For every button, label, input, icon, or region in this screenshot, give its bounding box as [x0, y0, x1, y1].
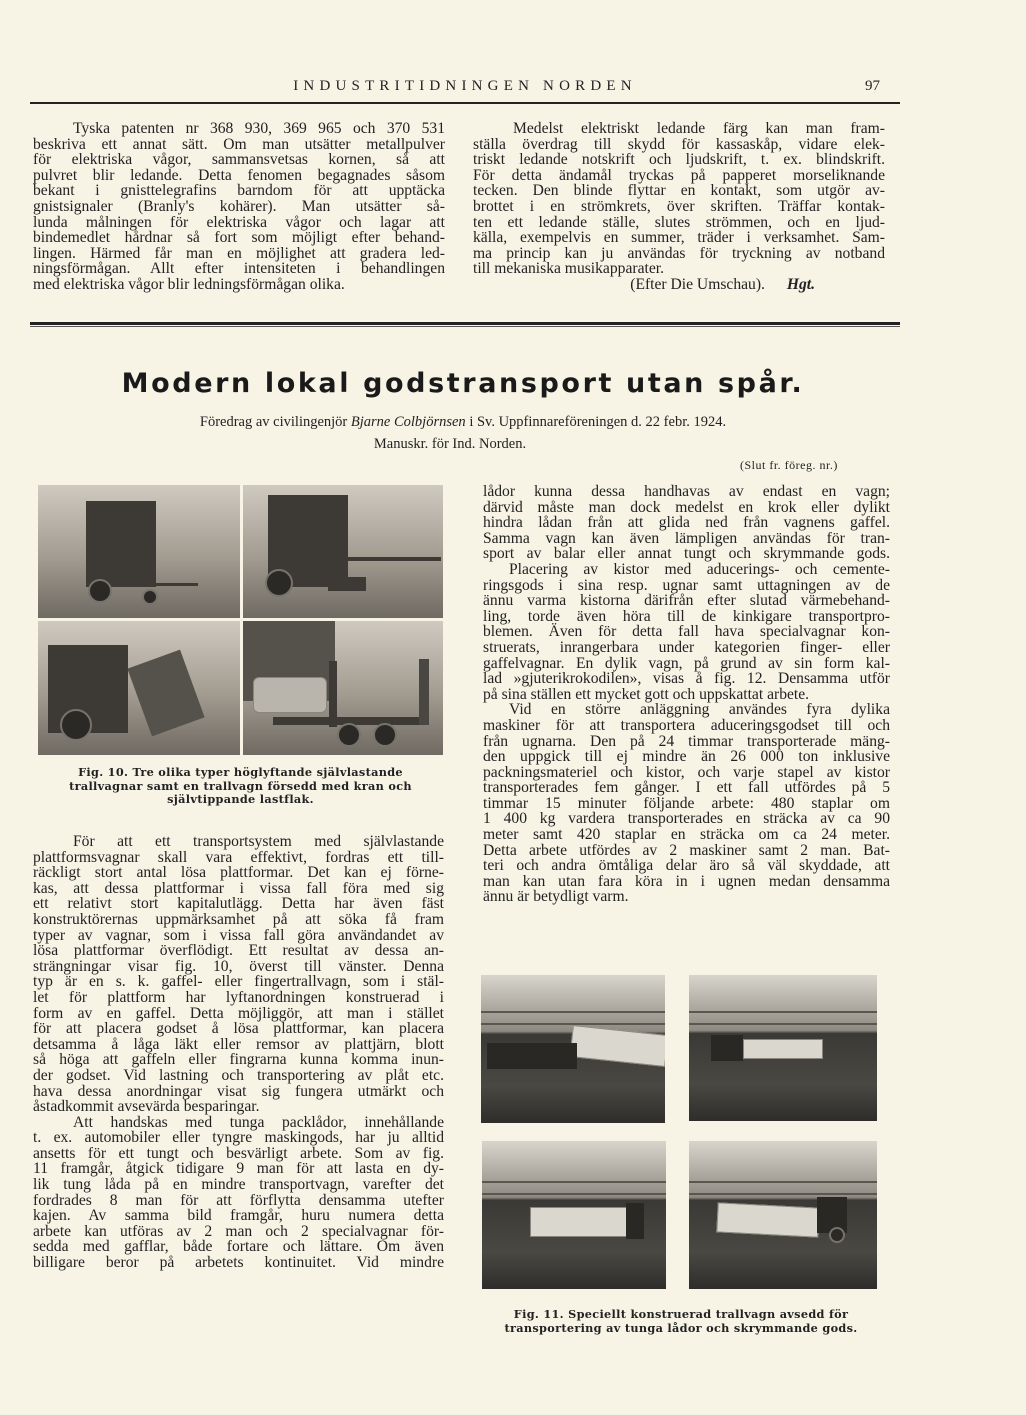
previous-article-right-column — [473, 121, 885, 293]
text-line: Placering av kistor med aducerings- och cemente- — [509, 560, 890, 578]
text-line: hindra lådan från att glida ned från vagnens gaffel. — [483, 514, 890, 532]
text-line: let för plattform har lyftanordningen konstruerad i — [33, 988, 444, 1006]
credit-text: (Efter Die Umschau). — [630, 275, 765, 293]
photo-crane-truck — [243, 621, 443, 755]
text-line: lik tung låda på en mindre transportvagn, varefter det — [33, 1176, 444, 1194]
text-line: fordrades 8 man för att förflytta densamma utefter — [33, 1191, 444, 1209]
text-line: ningsförmågan. Allt efter intensiteten i behandlingen — [33, 260, 445, 278]
text-line: konstruktörernas uppmärksamhet på att söka få fram — [33, 910, 444, 928]
text-line: bindemedlet hårdnar så fort som möjligt efter behand- — [33, 229, 445, 247]
text-line: med elektriska vågor blir ledningsförmågan olika. — [33, 275, 345, 293]
text-line: Medelst elektriskt ledande färg kan man fram- — [513, 120, 885, 137]
article-title: Modern lokal godstransport utan spår. — [121, 368, 805, 399]
text-line: så höga att gaffeln eller fingrarna kunna komma inun- — [33, 1051, 444, 1069]
photo-men-pushing-crate — [482, 1141, 666, 1289]
text-line: struerats, inrangerbara under kategorien finger- eller — [483, 638, 890, 656]
text-line: t. ex. automobiler eller tyngre maskingods, har ju alltid — [33, 1129, 444, 1147]
text-line: maskiner för att transportera aduceringsgodset till och — [483, 716, 890, 734]
photo-crate-on-cart — [689, 975, 877, 1121]
text-line: ännu är betydligt varm. — [483, 888, 629, 906]
text-line: tecken. Den blinde flyttar en kontakt, som utgör av- — [473, 182, 885, 200]
text-line: 11 framgår, åtgick tidigare 9 man för att lasta en dy- — [33, 1160, 444, 1178]
article-right-column — [483, 484, 890, 905]
text-line: från ugnarna. Den på 24 timmar transporterade mäng- — [483, 732, 890, 750]
caption-line: självtippande lastflak. — [167, 792, 314, 806]
caption-line: trallvagnar samt en trallvagn försedd med kran och — [69, 778, 412, 793]
manuscript-source: Manuskr. för Ind. Norden. — [373, 436, 527, 452]
text-line: ma princip kan ju användas för tryckning av notband — [473, 244, 885, 262]
text-line: ringsgods i sina resp. ugnar samt uttagningen av de — [483, 576, 890, 594]
text-line: der godset. Vid lastning och transportering av plåt etc. — [33, 1066, 444, 1084]
caption-line: Fig. 10. Tre olika typer höglyftande självlastande — [78, 765, 403, 779]
text-line: detsamma å låga läkt eller remsor av plattjärn, blott — [33, 1035, 444, 1053]
text-line: man kan utan fara köra in i ugnen medan densamma — [483, 872, 890, 890]
text-line: lådor kunna dessa handhavas av endast en vagn; — [483, 483, 890, 500]
text-line: källa, exempelvis en summer, träder i verksamhet. Sam- — [473, 229, 885, 247]
figure-11-caption — [481, 1308, 881, 1335]
photo-men-loading-crate — [481, 975, 665, 1123]
previous-article-left-column — [33, 121, 445, 293]
text-line: Vid en större anläggning användes fyra dylika — [509, 701, 890, 719]
text-line: gaffelvagnar. En dylik vagn, på grund av sin form kal- — [483, 654, 890, 672]
text-line: strängningar visar fig. 10, överst till vänster. Denna — [33, 957, 444, 975]
author-name: Bjarne Colbjörnsen — [350, 414, 466, 430]
text-line: för att placera godset å lösa plattformar, kan placera — [33, 1020, 444, 1038]
text-line: typ är en s. k. gaffel- eller fingertrallvagn, som i stäl- — [33, 973, 444, 991]
text-line: teri och andra ömtåliga delar äro så väl skyddade, att — [483, 857, 890, 875]
text-line: pulvret blir ledande. Detta fenomen begagnades såsom — [33, 166, 445, 184]
text-line: beskriva ett annat sätt. Om man utsätter metallpulver — [33, 135, 445, 153]
caption-line: Fig. 11. Speciellt konstruerad trallvagn avsedd för — [513, 1307, 849, 1321]
byline-prefix: Föredrag av civilingenjör — [199, 414, 348, 430]
text-line: ten ett ledande ställe, slutes strömmen, och en ljud- — [473, 213, 885, 231]
photo-fork-truck-with-crate — [689, 1141, 877, 1289]
running-head — [30, 78, 900, 98]
text-line: plattformsvagnar skall vara effektivt, fordras ett till- — [33, 848, 444, 866]
journal-title: INDUSTRITIDNINGEN NORDEN — [293, 78, 637, 94]
text-line: ställa överdrag till skydd för kassaskåp, vidare elek- — [473, 135, 885, 153]
section-divider — [30, 322, 900, 325]
text-line: till mekaniska musikapparater. — [473, 260, 664, 278]
text-line: lösa plattformar överflödigt. Ett resultat av dessa an- — [33, 942, 444, 960]
text-line: åstadkommit avsevärda besparingar. — [33, 1098, 260, 1116]
text-line: För detta ändamål tryckas på papperet morseliknande — [473, 166, 885, 184]
text-line: brottet i en strömkrets, över skriften. Träffar kontak- — [473, 197, 885, 215]
photo-fork-truck-2 — [243, 485, 443, 618]
text-line: ansetts för ett tungt och besvärligt arbete. Som av fig. — [33, 1144, 444, 1162]
text-line: meter samt 420 staplar en sträcka om ca 24 meter. — [483, 826, 890, 844]
text-line: Att handskas med tunga packlådor, innehållande — [73, 1113, 444, 1131]
source-credit — [473, 277, 885, 293]
text-line: lunda målningen för elektriska vågor och lagar att — [33, 213, 445, 231]
article-left-column — [33, 834, 444, 1271]
author-signature: Hgt. — [786, 275, 815, 293]
text-line: därvid måste man dock medelst en krok eller dylikt — [483, 498, 890, 516]
figure-10 — [38, 485, 443, 755]
photo-fork-truck-1 — [38, 485, 240, 618]
byline — [0, 414, 926, 431]
text-line: för elektriska vågor, sammansvetsas kornen, så att — [33, 151, 445, 169]
text-line: lad »gjuterikrokodilen», visas å fig. 12. Densamma utför — [483, 670, 890, 688]
text-line: på sina ställen ett mycket gott och uppskattat arbete. — [483, 685, 810, 703]
text-line: Detta arbete utfördes av 2 maskiner samt 2 man. Bat- — [483, 841, 890, 859]
text-line: sport av balar eller annat tungt och skrymmande gods. — [483, 545, 890, 563]
text-line: hava dessa anordningar visat sig fungera utmärkt och — [33, 1082, 444, 1100]
page-number: 97 — [865, 78, 880, 94]
figure-10-caption — [38, 766, 443, 807]
text-line: triskt ledande notskrift och ljudskrift, t. ex. blindskrift. — [473, 151, 885, 169]
text-line: typer av vagnar, som i vissa fall göra användandet av — [33, 926, 444, 944]
text-line: ling, torde även höra till de kinkigare transportpro- — [483, 607, 890, 625]
text-line: För att ett transportsystem med självlastande — [73, 833, 444, 850]
text-line: ännu varma kistorna därifrån efter slutad värmebehand- — [483, 592, 890, 610]
text-line: billigare beror på arbetets kontinuitet. Vid mindre — [33, 1254, 444, 1272]
text-line: transporterades fem gånger. I ett fall utfördes på 5 — [483, 779, 890, 797]
header-rule — [30, 102, 900, 104]
figure-11 — [481, 975, 881, 1295]
text-line: 1 400 kg vardera transporterades en sträcka av ca 90 — [483, 810, 890, 828]
text-line: Tyska patenten nr 368 930, 369 965 och 370 531 — [73, 120, 445, 137]
text-line: ett relativt stort kapitalutlägg. Detta har även fäst — [33, 895, 444, 913]
continuation-note: (Slut fr. föreg. nr.) — [740, 458, 838, 472]
text-line: den uppgick till ej mindre än 26 000 ton inklusive — [483, 748, 890, 766]
text-line: gnistsignaler (Branly's kohärer). Man utsätter så- — [33, 197, 445, 215]
text-line: arbete kan utföras av 2 man och 2 specialvagnar för- — [33, 1222, 444, 1240]
text-line: kajen. Av samma bild framgår, huru numera detta — [33, 1207, 444, 1225]
text-line: Samma vagn kan även lämpligen användas för tran- — [483, 529, 890, 547]
text-line: packningsmateriel och kistor, och varje stapel av kistor — [483, 763, 890, 781]
section-divider-thin — [30, 326, 900, 327]
text-line: blemen. Även för detta fall hava specialvagnar kon- — [483, 623, 890, 641]
caption-line: transportering av tunga lådor och skrymmande gods. — [504, 1320, 858, 1335]
text-line: sedda med gafflar, både fortare och lättare. Om även — [33, 1238, 444, 1256]
text-line: lingen. Härmed får man en möjlighet att gradera led- — [33, 244, 445, 262]
text-line: räckligt stort antal lösa plattformar. Det kan ej förne- — [33, 864, 444, 882]
text-line: timmar 15 minuter följande arbete: 480 staplar om — [483, 794, 890, 812]
byline-suffix: i Sv. Uppfinnareföreningen d. 22 febr. 1924. — [469, 414, 727, 430]
text-line: bekant i gnisttelegrafins barndom för att upptäcka — [33, 182, 445, 200]
photo-tipper-truck — [38, 621, 240, 755]
text-line: kas, att dessa plattformar i vissa fall föra med sig — [33, 879, 444, 897]
text-line: form av en gaffel. Detta möjliggör, att man i stället — [33, 1004, 444, 1022]
